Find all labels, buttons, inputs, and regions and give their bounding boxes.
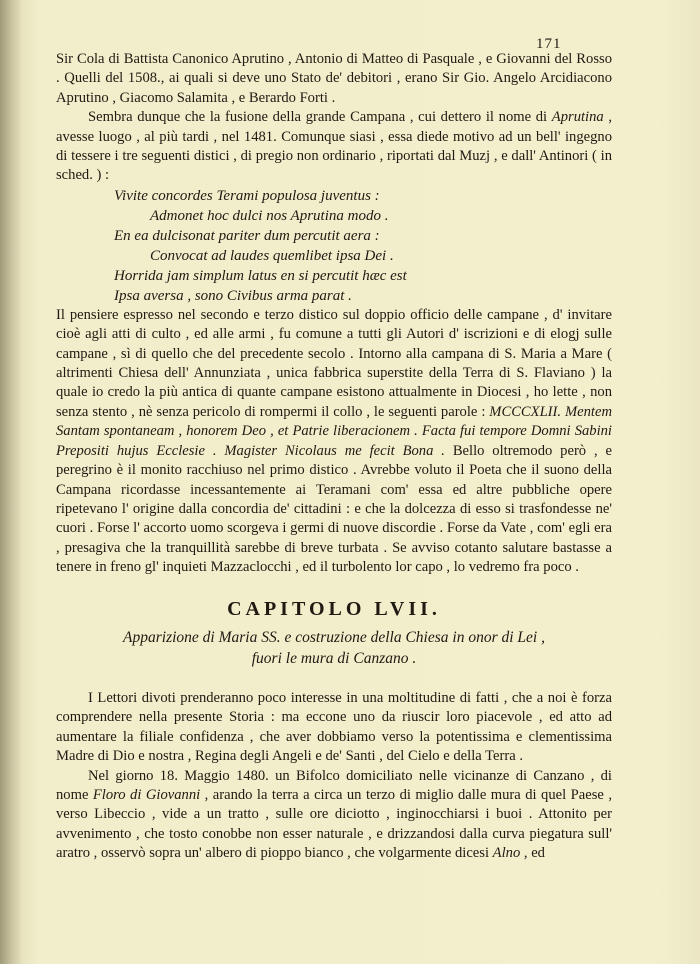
chapter-subtitle [56,627,612,669]
verse-line-3: En ea dulcisonat pariter dum percutit aera : [114,227,380,244]
paragraph-3-text-cont: Bello oltremodo però , e peregrino è il monito racchiuso nel primo distico . Avrebbe voluto il Poeta che il suono della Campana ricordasse incessantemente ai Teramani com' essa ed altre pubbliche opere ripetevano l' origine dalla concordia de' cittadini : e che la dolcezza di esso si trasfondesse ne' cuori . Forse l' accorto uomo scorgeva i germi di nuove discordie . Forse da Vate , com' egli era , presagiva che la tranquillità sarebbe di breve turbata . Se avviso cotanto salutare bastasse a tenere in freno gl' inquieti Mazzaclocchi , ed il turbolento lor capo , lo vedremo fra poco . [56,442,612,576]
paragraph-3 [56,306,612,578]
paragraph-1: Sir Cola di Battista Canonico Aprutino , Antonio di Matteo di Pasquale , e Giovanni del Rosso . Quelli del 1508., ai quali si deve uno Stato de' debitori , erano Sir Gio. Angelo Arcidiacono Aprutino , Giacomo Salamita , e Berardo Forti . [56,51,612,106]
paragraph-5-text: Nel giorno 18. Maggio 1480. un Bifolco domiciliato nelle vicinanze di Canzano , di nome [56,767,612,803]
chapter-subtitle-line-1: Apparizione di Maria SS. e costruzione della Chiesa in onor di Lei , [123,628,545,646]
paragraph-3-text: Il pensiere espresso nel secondo e terzo distico sul doppio officio delle campane , d' invitare cioè agli atti di culto , ed alle armi , fu comune a tutti gli Autori d' iscrizioni e di elogj sulle campane , sì di quello che del precedente secolo . Intorno alla campana di S. Maria a Mare ( altrimenti Chiesa dell' Annunziata , unica fabbrica superstite della Terra di S. Flaviano ) la quale io credo la più antica di quante campane esistono attualmente in Diocesi , ho lette , non senza stento , nè senza pericolo di rompermi il collo , le seguenti parole : [56,306,612,420]
page-gutter-shadow [0,0,22,964]
floro-name-italic: Floro di Giovanni [92,786,201,803]
verse-line-2: Admonet hoc dulci nos Aprutina modo . [150,207,389,224]
verse-line-6: Ipsa aversa , sono Civibus arma parat . [114,287,352,304]
aprutina-italic: Aprutina [551,109,604,126]
paragraph-5-text-cont: , arando la terra a circa un terzo di miglio dalle mura di quel Paese , verso Libeccio , vide a un tratto , sulle ore diciotto , inginocchiarsi i buoi . Attonito per avvenimento , che tosto conobbe non esser naturale , e drizzandosi dalla curva piegatura sull' aratro , osservò sopra un' albero di pioppo bianco , che volgarmente dicesi [56,786,612,862]
chapter-title: CAPITOLO LVII. [227,597,441,620]
paragraph-2-text-cont: , avesse luogo , al più tardi , nel 1481. Comunque siasi , essa diede motivo ad un bell' ingegno di tessere i tre seguenti distici , di pregio non ordinario , riportati dal Muzj , e dall' Antinori ( in sched. ) : [56,109,613,184]
verse-line-1: Vivite concordes Terami populosa juventus : [114,187,380,204]
paragraph-2 [56,108,612,186]
latin-distichs [56,186,612,306]
page-text [56,50,612,864]
paragraph-4: I Lettori divoti prenderanno poco interesse in una moltitudine di fatti , che a noi è forza comprendere nella presente Storia : ma eccone uno da riuscir loro piacevole , ed atto ad aumentare la filiale confidenza , che aver dobbiamo verso la potentissima e clementissima Madre di Dio e nostra , Regina degli Angeli e de' Santi , del Cielo e della Terra . [56,689,612,765]
paragraph-5 [56,767,612,864]
bell-inscription-italic: MCCCXLII. Mentem Santam spontaneam , honorem Deo , et Patrie liberacionem . Facta fui tempore Domni Sabini Prepositi hujus Ecclesie . Magister Nicolaus me fecit Bona . [56,403,612,459]
verse-line-5: Horrida jam simplum latus en si percutit hæc est [114,267,407,284]
verse-line-4: Convocat ad laudes quemlibet ipsa Dei . [150,247,394,264]
paragraph-2-text: Sembra dunque che la fusione della grande Campana , cui dettero il nome di [88,109,552,126]
page-number: 171 [536,36,562,52]
alno-italic: Alno [492,845,521,862]
paragraph-5-text-end: , ed [520,845,545,862]
chapter-subtitle-line-2: fuori le mura di Canzano . [251,649,417,667]
